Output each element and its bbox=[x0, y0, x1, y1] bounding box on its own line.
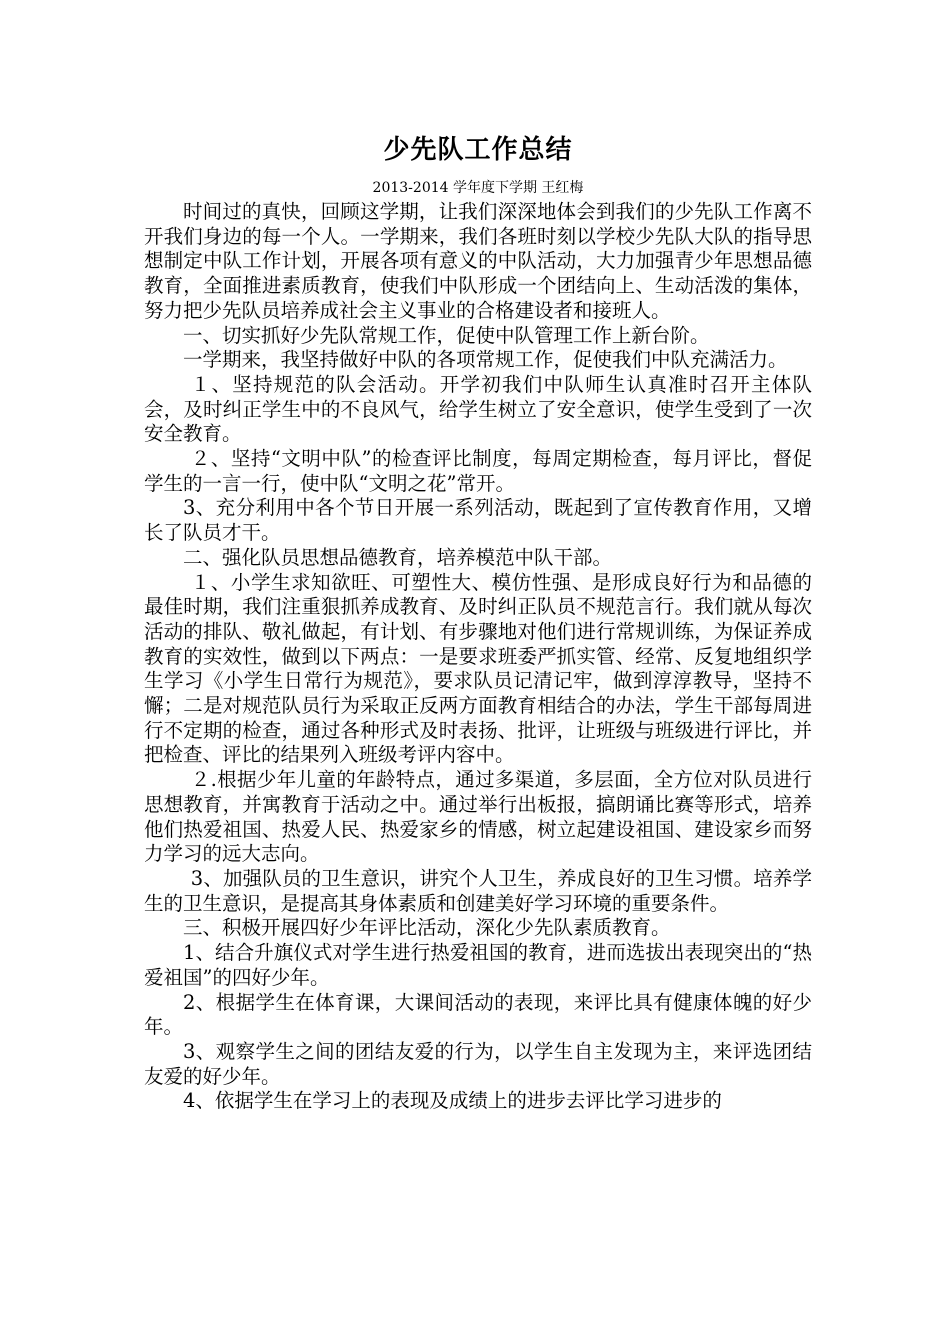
document-subtitle: 2013-2014 学年度下学期 王红梅 bbox=[372, 180, 584, 196]
list-item: 1、结合升旗仪式对学生进行热爱祖国的教育，进而选拔出表现突出的“热爱祖国”的四好少年。 bbox=[144, 941, 812, 989]
list-item: 3、充分利用中各个节日开展一系列活动，既起到了宣传教育作用，又增长了队员才干。 bbox=[144, 496, 812, 545]
section-heading-1: 一、切实抓好少先队常规工作，促使中队管理工作上新台阶。 bbox=[183, 323, 710, 347]
list-item: １、小学生求知欲旺、可塑性大、模仿性强、是形成良好行为和品德的最佳时期，我们注重狠抓养成教育、及时纠正队员不规范言行。我们就从每次活动的排队、敬礼做起，有计划、有步骤地对他们进行常规训练，为保证养成教育的实效性，做到以下两点：一是要求班委严抓实管、经常、反复地组织学生学习《小学生日常行为规范》，要求队员记清记牢，做到淳淳教导，坚持不懈；二是对规范队员行为采取正反两方面教育相结合的办法，学生干部每周进行不定期的检查，通过各种形式及时表扬、批评，让班级与班级进行评比，并把检查、评比的结果列入班级考评内容中。 bbox=[144, 570, 812, 767]
document-content bbox=[144, 130, 812, 1114]
document-title: 少先队工作总结 bbox=[383, 135, 573, 165]
list-item: ２.根据少年儿童的年龄特点，通过多渠道，多层面，全方位对队员进行思想教育，并寓教育于活动之中。通过举行出板报，搞朗诵比赛等形式，培养他们热爱祖国、热爱人民、热爱家乡的情感，树立起建设祖国、建设家乡而努力学习的远大志向。 bbox=[144, 768, 812, 866]
section-heading-2: 二、强化队员思想品德教育，培养模范中队干部。 bbox=[183, 545, 613, 569]
list-item: 3、加强队员的卫生意识，讲究个人卫生，养成良好的卫生习惯。培养学生的卫生意识，是提高其身体素质和创建美好学习环境的重要条件。 bbox=[144, 866, 812, 915]
list-item: 2、根据学生在体育课，大课间活动的表现，来评比具有健康体魄的好少年。 bbox=[144, 990, 812, 1039]
list-item: １、坚持规范的队会活动。开学初我们中队师生认真准时召开主体队会，及时纠正学生中的不良风气，给学生树立了安全意识，使学生受到了一次安全教育。 bbox=[144, 372, 812, 446]
document-body bbox=[144, 200, 812, 1114]
list-item: 3、观察学生之间的团结友爱的行为，以学生自主发现为主，来评选团结友爱的好少年。 bbox=[144, 1039, 812, 1088]
paragraph: 一学期来，我坚持做好中队的各项常规工作，促使我们中队充满活力。 bbox=[183, 348, 788, 372]
list-item: 4、依据学生在学习上的表现及成绩上的进步去评比学习进步的 bbox=[183, 1089, 722, 1113]
paragraph-intro: 时间过的真快，回顾这学期，让我们深深地体会到我们的少先队工作离不开我们身边的每一个人。一学期来，我们各班时刻以学校少先队大队的指导思想制定中队工作计划，开展各项有意义的中队活动，大力加强青少年思想品德教育，全面推进素质教育，使我们中队形成一个团结向上、生动活泼的集体，努力把少先队员培养成社会主义事业的合格建设者和接班人。 bbox=[144, 200, 812, 322]
list-item: ２、坚持“文明中队”的检查评比制度，每周定期检查，每月评比，督促学生的一言一行，使中队“文明之花”常开。 bbox=[144, 447, 812, 495]
section-heading-3: 三、积极开展四好少年评比活动，深化少先队素质教育。 bbox=[183, 916, 671, 940]
